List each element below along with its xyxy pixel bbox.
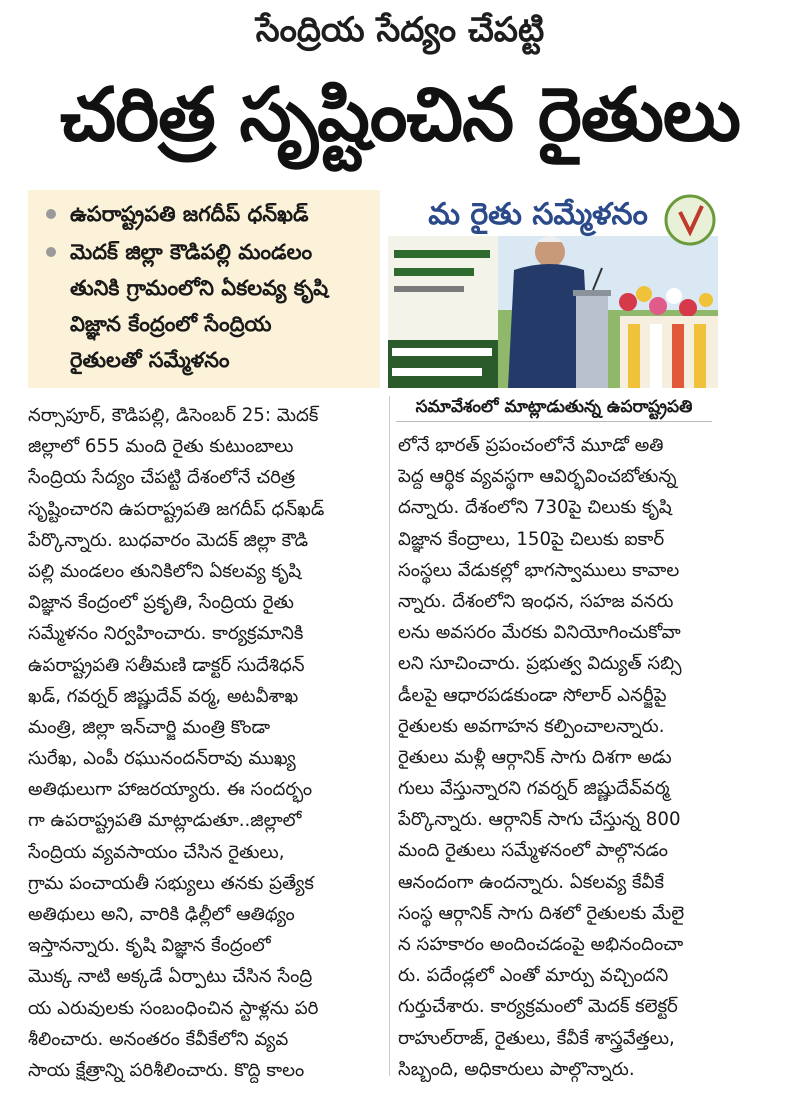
body-column-left	[28, 400, 380, 1086]
highlights-box	[28, 190, 380, 388]
highlight-item	[42, 196, 370, 232]
highlight-line: ఉపరాష్ట్రపతి జగదీప్ ధన్‌ఖడ్	[70, 202, 309, 226]
body-line: య ఎరువులకు సంబంధించిన స్టాళ్లను పరి	[28, 997, 319, 1019]
body-line: పేర్కొన్నారు. బుధవారం మెదక్ జిల్లా కౌడి	[28, 529, 309, 551]
body-line: గా ఉపరాష్ట్రపతి మాట్లాడుతూ..జిల్లాలో	[28, 810, 302, 832]
body-line: శీలించారు. అనంతరం కేవీకేలోని వ్యవ	[28, 1028, 289, 1050]
body-line: సురేఖ, ఎంపీ రఘునందన్‌రావు ముఖ్య	[28, 748, 296, 770]
body-line: గులు వేస్తున్నారని గవర్నర్ జిష్ణుదేవ్‌వర్మ	[398, 778, 670, 800]
highlight-item	[42, 234, 370, 378]
body-line: దన్నారు. దేశంలోని 730పై చిలుకు కృషి	[398, 497, 672, 519]
body-line: ఉపరాష్ట్రపతి సతీమణి డాక్టర్ సుదేశిధన్	[28, 654, 305, 676]
body-line: న సహకారం అందించడంపై అభినందించా	[398, 934, 684, 955]
event-photo-illustration	[388, 190, 718, 388]
body-line: పెద్ద ఆర్థిక వ్యవస్థగా ఆవిర్భవించబోతున్న	[398, 466, 677, 488]
body-line: సిబ్బంది, అధికారులు పాల్గొన్నారు.	[398, 1058, 635, 1080]
body-line: పల్లి మండలం తునికిలోని ఏకలవ్య కృషి	[28, 560, 302, 582]
banner-text: మ రైతు సమ్మేళనం	[428, 197, 648, 232]
body-line: సంస్థ ఆర్గానిక్ సాగు దిశలో రైతులకు మేలై	[398, 902, 685, 924]
body-line: సాయ క్షేత్రాన్ని పరిశీలించారు. కొద్ది కాలం	[28, 1059, 305, 1081]
body-line: సృష్టించారని ఉపరాష్ట్రపతి జగదీప్ ధన్‌ఖడ్	[28, 498, 325, 520]
body-line: ఖడ్, గవర్నర్ జిష్ణుదేవ్ వర్మ, అటవీశాఖ	[28, 685, 299, 707]
body-line: సేంద్రియ వ్యవసాయం చేసిన రైతులు,	[28, 841, 285, 863]
body-line: డీలపై ఆధారపడకుండా సోలార్ ఎనర్జీపై	[398, 684, 667, 706]
body-line: ఇస్తానన్నారు. కృషి విజ్ఞాన కేంద్రంలో	[28, 935, 271, 957]
body-line: నర్సాపూర్, కౌడిపల్లి, డిసెంబర్ 25: మెదక్	[28, 405, 319, 426]
body-line: లని సూచించారు. ప్రభుత్వ విద్యుత్ సబ్సి	[398, 653, 682, 675]
body-line: గుర్తుచేశారు. కార్యక్రమంలో మెదక్ కలెక్టర్	[398, 996, 678, 1018]
body-line: అతిథులు అని, వారికి ఢిల్లీలో ఆతిథ్యం	[28, 904, 295, 925]
body-line: జిల్లాలో 655 మంది రైతు కుటుంబాలు	[28, 436, 294, 458]
article-headline: చరిత్ర సృష్టించిన రైతులు	[60, 72, 740, 158]
bullet-icon	[46, 247, 56, 257]
body-line: మొక్క నాటి అక్కడే ఏర్పాటు చేసిన సేంద్రి	[28, 966, 313, 988]
event-photo	[388, 190, 718, 388]
body-line: మంత్రి, జిల్లా ఇన్‌చార్జి మంత్రి కొండా	[28, 716, 270, 738]
body-column-right	[398, 430, 716, 1085]
highlight-line: రైతులతో సమ్మేళనం	[70, 348, 230, 372]
body-line: న్నారు. దేశంలోని ఇంధన, సహజ వనరు	[398, 590, 674, 612]
body-line: విజ్ఞాన కేంద్రంలో ప్రకృతి, సేంద్రియ రైతు	[28, 592, 294, 614]
body-line: మంది రైతులు సమ్మేళనంలో పాల్గొనడం	[398, 840, 668, 862]
highlight-line: మెదక్ జిల్లా కౌడిపల్లి మండలం	[70, 240, 313, 264]
body-line: గ్రామ పంచాయతీ సభ్యులు తనకు ప్రత్యేక	[28, 872, 314, 894]
body-line: పేర్కొన్నారు. ఆర్గానిక్ సాగు చేస్తున్న 800	[398, 809, 681, 831]
column-divider	[389, 396, 390, 1076]
body-line: లను అవసరం మేరకు వినియోగించుకోవా	[398, 622, 681, 644]
photo-caption: సమావేశంలో మాట్లాడుతున్న ఉపరాష్ట్రపతి	[396, 393, 712, 422]
highlight-line: విజ్ఞాన కేంద్రంలో సేంద్రియ	[70, 312, 272, 336]
body-line: అతిథులుగా హాజరయ్యారు. ఈ సందర్భం	[28, 779, 313, 801]
body-line: సంస్థలు వేడుకల్లో భాగస్వాములు కావాల	[398, 559, 680, 581]
bullet-icon	[46, 209, 56, 219]
body-line: రైతులు మళ్లీ ఆర్గానిక్ సాగు దిశగా అడు	[398, 746, 672, 768]
body-line: విజ్ఞాన కేంద్రాలు, 150పై చిలుకు ఐకార్	[398, 528, 665, 550]
body-line: సమ్మేళనం నిర్వహించారు. కార్యక్రమానికి	[28, 623, 304, 645]
body-line: లోనే భారత్ ప్రపంచంలోనే మూడో అతి	[398, 435, 664, 456]
body-line: సేంద్రియ సేద్యం చేపట్టి దేశంలోనే చరిత్ర	[28, 467, 296, 489]
body-line: రాహుల్‌రాజ్, రైతులు, కేవీకే శాస్త్రవేత్తలు,	[398, 1027, 675, 1049]
article-kicker: సేంద్రియ సేద్యం చేపట్టి	[255, 10, 545, 50]
highlight-line: తునికి గ్రామంలోని ఏకలవ్య కృషి	[70, 276, 329, 300]
body-line: రైతులకు అవగాహన కల్పించాలన్నారు.	[398, 715, 665, 737]
body-line: ఆనందంగా ఉందన్నారు. ఏకలవ్య కేవీకే	[398, 871, 664, 893]
body-line: రు. పదేండ్లలో ఎంతో మార్పు వచ్చిందని	[398, 965, 669, 987]
